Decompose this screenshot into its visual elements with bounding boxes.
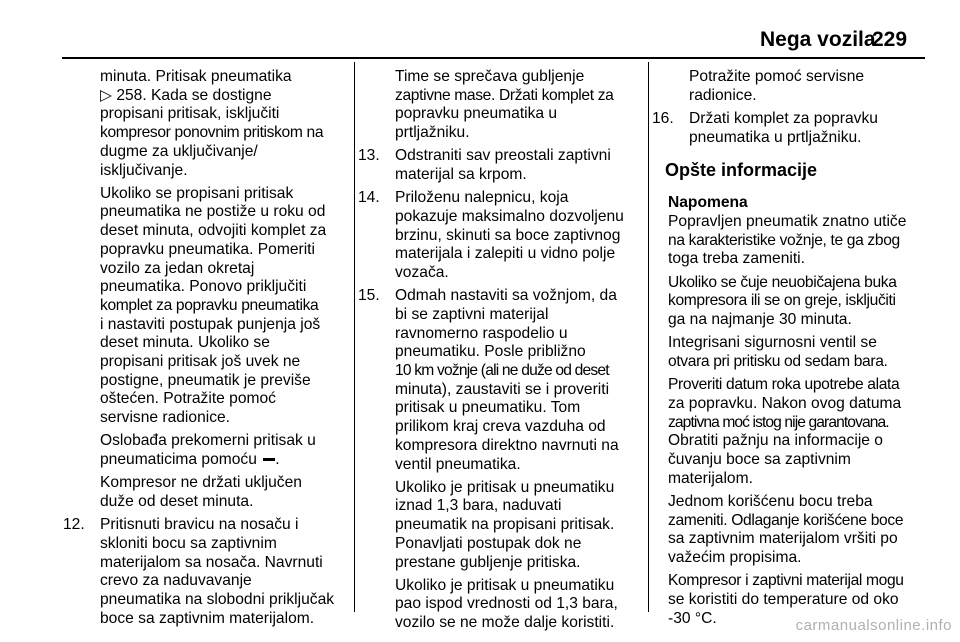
text-line: komplet za popravku pneumatika — [100, 296, 319, 314]
text-line: i nastaviti postupak punjenja još — [100, 315, 321, 333]
paragraph — [668, 493, 929, 568]
paragraph — [395, 479, 645, 573]
list-number: 12. — [63, 516, 85, 534]
text-line: pneumatika ne postiže u roku od — [100, 203, 326, 221]
text-line: crevo za naduvavanje — [100, 572, 252, 590]
text-fragment: . — [275, 451, 280, 469]
text-line: Jednom korišćenu bocu treba — [668, 492, 873, 510]
text-line: minuta), zaustaviti se i proveriti — [395, 380, 610, 398]
text-line: prilikom kraj creva vazduha od — [395, 418, 606, 436]
text-line: prestane gubljenje pritiska. — [395, 553, 581, 571]
list-number: 15. — [358, 287, 380, 305]
paragraph — [689, 68, 929, 105]
paragraph — [668, 274, 929, 330]
text-line: ravnomerno raspodelio u — [395, 324, 568, 342]
text-line: važećim propisima. — [668, 548, 802, 566]
text-line — [100, 451, 350, 470]
text-line: se koristiti do temperature od oko — [668, 590, 899, 608]
text-line: minuta. Pritisak pneumatika — [100, 68, 292, 85]
header-rule — [62, 57, 925, 59]
text-line: propisani pritisak, isključiti — [100, 105, 280, 123]
text-line: Time se sprečava gubljenje — [395, 68, 585, 85]
paragraph — [668, 376, 929, 488]
text-line: pneumatika. Ponovo priključiti — [100, 278, 307, 296]
paragraph — [100, 432, 350, 469]
text-line: dugme za uključivanje/ — [100, 142, 258, 160]
text-line: pneumatik na propisani pritisak. — [395, 516, 615, 534]
text-line: vozača. — [395, 264, 449, 282]
text-line: Popravljen pneumatik znatno utiče — [668, 213, 907, 231]
watermark: carmanualsonline.info — [795, 617, 952, 634]
list-item — [63, 516, 350, 628]
column-divider — [354, 62, 355, 612]
paragraph — [395, 68, 645, 143]
text-line: materijal sa krpom. — [395, 166, 527, 184]
page-number: 229 — [872, 28, 908, 51]
text-line: kompresora ili se on greje, isključiti — [668, 292, 896, 310]
text-line: zaptivne mase. Držati komplet za — [395, 86, 614, 104]
page-title: Nega vozila — [760, 28, 876, 51]
text-line: zaptivna moć istog nije garantovana. — [668, 413, 889, 431]
text-line: ga na najmanje 30 minuta. — [668, 311, 852, 329]
text-line: materijalom sa nosača. Navrnuti — [100, 553, 323, 571]
text-line: propisani pritisak još uvek ne — [100, 353, 301, 371]
text-line: servisne radionice. — [100, 409, 231, 427]
text-line: bi se zaptivni materijal — [395, 305, 549, 323]
list-item — [358, 147, 645, 184]
text-line: Integrisani sigurnosni ventil se — [668, 334, 877, 352]
text-line: pokazuje maksimalno dozvoljenu — [395, 207, 624, 225]
text-line: duže od deset minuta. — [100, 492, 254, 510]
text-line: Oslobađa prekomerni pritisak u — [100, 432, 316, 450]
text-line: sa zaptivnim materijalom vršiti po — [668, 530, 898, 548]
text-line: iznad 1,3 bara, naduvati — [395, 497, 562, 515]
text-line: vozilo se ne može dalje koristiti. — [395, 614, 615, 632]
list-number: 13. — [358, 147, 380, 165]
text-line: pneumatika u prtljažniku. — [689, 128, 862, 146]
text-line: pneumatiku. Posle približno — [395, 343, 586, 361]
column-1 — [63, 68, 350, 633]
section-body — [668, 194, 929, 628]
note-text — [668, 213, 929, 269]
text-line: Pritisnuti bravicu na nosaču i — [100, 516, 299, 534]
text-line: prtljažniku. — [395, 124, 470, 142]
text-line: Obratiti pažnju na informacije o — [668, 432, 883, 450]
text-line: skloniti bocu sa zaptivnim — [100, 534, 277, 552]
text-line: za popravku. Nakon ovog datuma — [668, 394, 902, 412]
text-line: zameniti. Odlaganje korišćene boce — [668, 511, 904, 529]
text-line: deset minuta, odvojiti komplet za — [100, 222, 327, 240]
section-heading: Opšte informacije — [665, 160, 818, 181]
text-line: radionice. — [689, 86, 757, 104]
text-line: boce sa zaptivnim materijalom. — [100, 609, 315, 627]
text-line: Ukoliko se čuje neuobičajena buka — [668, 273, 897, 291]
text-line: otvara pri pritisku od sedam bara. — [668, 352, 888, 370]
page-header — [0, 0, 960, 62]
text-line: Potražite pomoć servisne — [689, 68, 865, 85]
text-line: pao ispod vrednosti od 1,3 bara, — [395, 595, 618, 613]
text-line: popravku pneumatika. Pomeriti — [100, 240, 315, 258]
list-item — [358, 287, 645, 474]
page-reference-link[interactable]: ▷ 258. Kada se dostigne — [100, 86, 272, 104]
text-line: kompresor ponovnim pritiskom na — [100, 124, 324, 142]
paragraph — [100, 185, 350, 428]
paragraph — [668, 334, 929, 371]
text-line: popravku pneumatika u — [395, 105, 558, 123]
note-title: Napomena — [668, 194, 748, 212]
text-line: Ponavljati postupak dok ne — [395, 534, 582, 552]
paragraph — [395, 577, 645, 633]
text-line: čuvanju boce sa zaptivnim — [668, 450, 851, 468]
text-line: Odstraniti sav preostali zaptivni — [395, 147, 611, 165]
list-item — [358, 189, 645, 283]
list-number: 16. — [652, 109, 674, 127]
text-line: Držati komplet za popravku — [689, 109, 878, 127]
list-number: 14. — [358, 189, 380, 207]
paragraph — [100, 68, 350, 180]
column-divider — [648, 62, 649, 612]
text-line: Priloženu nalepnicu, koja — [395, 189, 569, 207]
text-line: vozilo za jedan okretaj — [100, 259, 255, 277]
text-fragment: pneumaticima pomoću — [100, 451, 257, 469]
text-line: pritisak u pneumatiku. Tom — [395, 399, 581, 417]
text-line: ventil pneumatika. — [395, 455, 521, 473]
text-line: oštećen. Potražite pomoć — [100, 390, 276, 408]
text-line: Ukoliko je pritisak u pneumatiku — [395, 576, 615, 594]
text-line: pneumatika na slobodni priključak — [100, 590, 335, 608]
text-line: brzinu, skinuti sa boce zaptivnog — [395, 226, 621, 244]
text-line: Proveriti datum roka upotrebe alata — [668, 376, 900, 394]
text-line: materijalom. — [668, 469, 753, 487]
text-line: Odmah nastaviti sa vožnjom, da — [395, 287, 617, 305]
text-line: Kompresor ne držati uključen — [100, 474, 302, 492]
column-3 — [652, 68, 929, 633]
text-line: -30 °C. — [668, 609, 717, 627]
paragraph — [100, 474, 350, 511]
text-line: isključivanje. — [100, 161, 188, 179]
text-line: kompresora direktno navrnuti na — [395, 436, 619, 454]
text-line: toga treba zameniti. — [668, 250, 805, 268]
text-line: Ukoliko je pritisak u pneumatiku — [395, 478, 615, 496]
deflate-button-icon — [263, 458, 275, 461]
column-2 — [358, 68, 645, 637]
text-line: na karakteristike vožnje, te ga zbog — [668, 231, 900, 249]
text-line: Kompresor i zaptivni materijal mogu — [668, 572, 904, 590]
text-line: Ukoliko se propisani pritisak — [100, 184, 294, 202]
text-line: materijala i zalepiti u vidno polje — [395, 245, 616, 263]
text-line: 10 km vožnje (ali ne duže od deset — [395, 362, 609, 380]
text-line: deset minuta. Ukoliko se — [100, 334, 270, 352]
list-item — [652, 110, 929, 147]
text-line: postigne, pneumatik je previše — [100, 371, 311, 389]
